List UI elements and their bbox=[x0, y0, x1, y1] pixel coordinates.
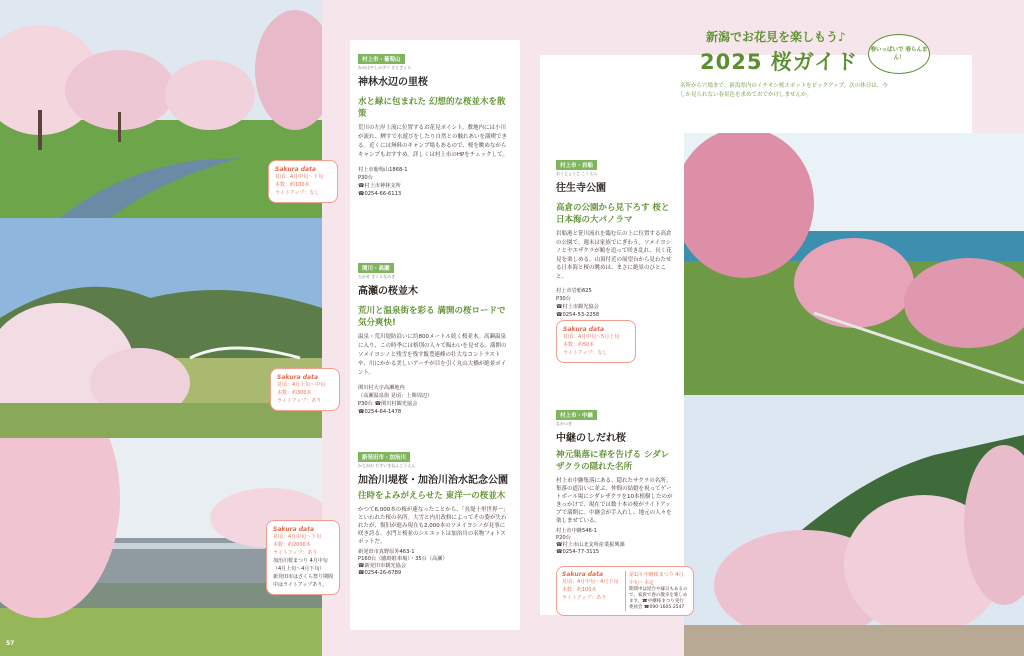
photo-nakatsugi bbox=[684, 395, 1024, 656]
spot-address: 新発田市真野原外463-1 P160台（臨時駐車場）・35台（高瀬） ☎新発田市観光協会 ☎0254-26-6789 bbox=[358, 549, 448, 576]
spot-ruby: かじがわ ちすいきねんこうえん bbox=[358, 463, 416, 468]
header-title: 2025 桜ガイド bbox=[700, 50, 859, 74]
spot-ruby: なかつぎ bbox=[556, 421, 572, 426]
sakura-data-kajigawa: Sakura data 見頃：4月中旬〜下旬 本数：約2000本 ライトアップ：あり 加治川桜まつり 4月中旬（4月上旬〜4月下旬） 新発田市はさくら祭り期間中はライトアップあり。 bbox=[266, 520, 340, 595]
spot-ruby: かみはやしみずべ さとざくら bbox=[358, 65, 412, 70]
spot-title: 往生寺公園 bbox=[556, 183, 606, 194]
spot-kajigawa bbox=[358, 444, 510, 577]
spot-headline: 高倉の公園から見下ろす 桜と日本海の大パノラマ bbox=[556, 203, 670, 225]
sakura-data-kamihayashi: Sakura data 見頃：4月中旬〜下旬 本数：約100本 ライトアップ：なし bbox=[268, 160, 338, 203]
header-lead: 名所から穴場まで、新潟県内のイチオシ桜スポットをピックアップ。次の休日は、今しか見られない春景色を求めておでかけしませんか。 bbox=[680, 83, 888, 98]
spot-nakatsugi bbox=[556, 402, 674, 556]
spot-tag: 村上市・中継 bbox=[556, 410, 597, 420]
spot-ruby: たかせ さくらなみき bbox=[358, 274, 396, 279]
spot-address: 関川村大字高瀬地内 （高瀬温泉街 見頃：上関周辺） P30台 ☎関川村観光協会 ☎0254-64-1478 bbox=[358, 385, 433, 415]
spot-address: 村上市葡萄山1868-1 P30台 ☎村上市神林支所 ☎0254-66-6113 bbox=[358, 167, 408, 197]
spot-title: 加治川堤桜・加治川治水記念公園 bbox=[358, 475, 508, 486]
sakura-data-nakatsugi-inner: Sakura data 見頃：4月中旬〜4月下旬 本数：約100本 ライトアップ：あり 第1回 中継桜まつり 4月中旬〜未定 期間中は屋台や縁日もあるので、家族で春の散歩を楽しめます。☎中継桜まつり実行委員会 ☎090-1605-2547 bbox=[562, 571, 688, 610]
spot-body: 温泉・荒川堤防沿いに約800メートル続く桜並木。高瀬温泉に入り、この時季には格別の人々で賑わいを見せる。満開のソメイヨシノと残雪を残す飯豊連峰の壮大なコントラストや、川にかかる美しいアーチが目を引く丸山大橋が絶景ポイント。 bbox=[358, 334, 507, 376]
spot-body: 荒川の左岸上流に位置するお花見ポイント。敷地内には小川が流れ、鯉すで水遊びをしたり自然との触れあいを満喫できる。近くには無料のキャンプ場もあるので、桜を眺めながらキャンプもおすすめ。詳しくは村上市のHPをチェックして。 bbox=[358, 125, 509, 158]
spot-takase bbox=[358, 255, 510, 416]
spot-title: 中継のしだれ桜 bbox=[556, 433, 626, 444]
sakura-data-oujouji: Sakura data 見頃：4月中旬〜5月上旬 本数：約50本 ライトアップ：なし bbox=[556, 320, 636, 363]
spot-ruby: おうじょうじ こうえん bbox=[556, 171, 598, 176]
spot-tag: 村上市・葡萄山 bbox=[358, 54, 405, 64]
spot-tag: 関川・高瀬 bbox=[358, 263, 394, 273]
spot-tag: 新発田市・加治川 bbox=[358, 452, 410, 462]
spot-headline: 神元集落に春を告げる シダレザクラの隠れた名所 bbox=[556, 450, 670, 472]
spot-title: 神林水辺の里桜 bbox=[358, 77, 428, 88]
sakura-data-nakatsugi bbox=[556, 566, 694, 616]
spot-address: 村上市岩船625 P30台 ☎村上市観光協会 ☎0254-53-2258 bbox=[556, 288, 600, 318]
spot-kamihayashi bbox=[358, 46, 510, 198]
sakura-data-takase: Sakura data 見頃：4月上旬〜中旬 本数：約300本 ライトアップ：あり bbox=[270, 368, 340, 411]
spot-oujouji bbox=[556, 152, 674, 319]
spot-body: かつて6,000本の桜が連なったことから、「長堤十里世界一」といわれた桜の名所。大雪と内川改修によってその姿が失われたが、復旧が進み現在も2,000本のソメイヨシノが見事に咲き誇る。水門と桜並のシルエットは加治川の名物フォトスポットだ。 bbox=[358, 507, 509, 545]
spot-headline: 水と緑に包まれた 幻想的な桜並木を散策 bbox=[358, 97, 506, 119]
header-subtitle: 新潟でお花見を楽しもう♪ bbox=[706, 30, 846, 44]
spot-headline: 往時をよみがえらせた 東洋一の桜並木 bbox=[358, 491, 506, 501]
speech-bubble: 春いっぱいで 春らんまん！ bbox=[868, 34, 930, 74]
spot-tag: 村上市・岩船 bbox=[556, 160, 597, 170]
spot-headline: 荒川と温泉街を彩る 満開の桜ロードで気分爽快! bbox=[358, 306, 506, 328]
page-number: 57 bbox=[6, 640, 15, 647]
spot-body: 村上市中継集落にある、隠れたサクラの名所。集落の道沿いに並ぶ、仲間の結婚を祝ってゲートボール場にシダレザクラを10本植樹したのがきっかけで、現在では数十本の桜がライトアップで満開に。中継会が手入れし、地元の人々を楽しませている。 bbox=[556, 478, 673, 524]
spot-title: 高瀬の桜並木 bbox=[358, 286, 418, 297]
spot-body: 岩船港と笹川流れを臨む丘の上に位置する高倉の公園で、週末は家族でにぎわう。ソメイヨシノとヤエザクラが順を追って咲き乱れ、長く花見を楽しめる。山頂付近の展望台から見わたせる日本海と桜の眺めは、まさに絶景のひとこと。 bbox=[556, 231, 672, 280]
photo-oujouji bbox=[684, 133, 1024, 395]
spot-address: 村上市中継546-1 P20台 ☎村上市山北支所産業振興課 ☎0254-77-3115 bbox=[556, 528, 625, 555]
